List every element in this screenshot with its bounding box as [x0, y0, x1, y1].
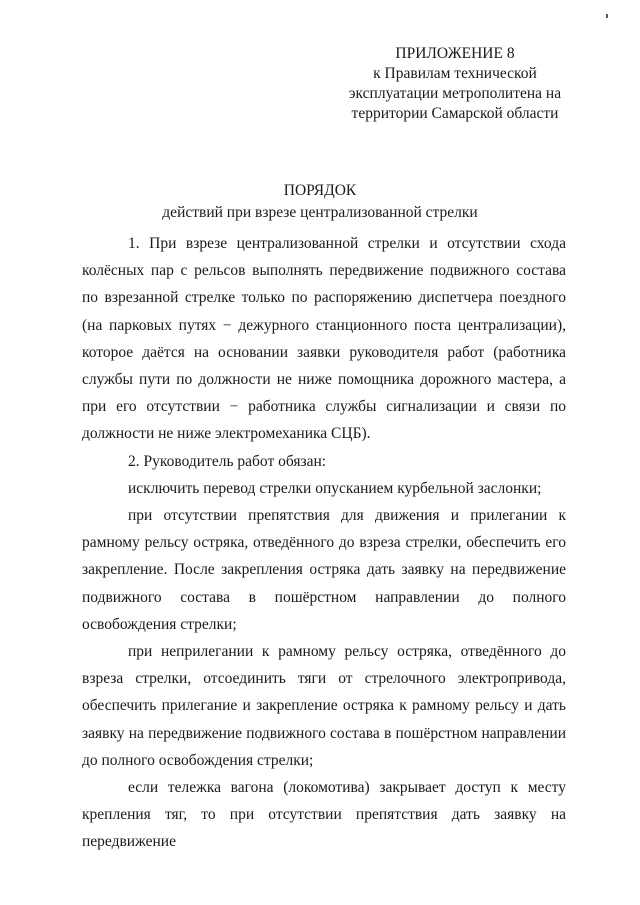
document-heading [0, 180, 640, 224]
paragraph-4: при отсутствии препятствия для движения и прилегании к рамному рельсу остряка, отведённого до взреза стрелки, обеспечить его закрепление. После закрепления остряка дать заявку на передвижение подвижного состава в пошёрстном направлении до полного освобождения стрелки; [82, 507, 566, 633]
paragraph-5: при неприлегании к рамному рельсу остряка, отведённого до взреза стрелки, отсоединить тяги от стрелочного электропривода, обеспечить прилегание и закрепление остряка к рамному рельсу и дать заявку на передвижение подвижного состава в пошёрстном направлении до полного освобождения стрелки; [82, 643, 566, 769]
appendix-line: территории Самарской области [351, 105, 559, 122]
paragraph-2: 2. Руководитель работ обязан: [128, 452, 327, 470]
appendix-line: эксплуатации метрополитена на [348, 85, 562, 102]
heading-subtitle: действий при взрезе централизованной стрелки [162, 204, 478, 221]
paragraph-1: 1. При взрезе централизованной стрелки и отсутствии схода колёсных пар с рельсов выполнять передвижение подвижного состава по взрезанной стрелке только по распоряжению диспетчера поездного (на парковых путях − дежурного станционного поста централизации), которое даётся на основании заявки руководителя работ (работника службы пути по должности не ниже помощника дорожного мастера, а при его отсутствии − работника службы сигнализации и связи по должности не ниже электромеханика СЦБ). [82, 235, 566, 443]
heading-title: ПОРЯДОК [283, 182, 357, 199]
paragraph-6: если тележка вагона (локомотива) закрывает доступ к месту крепления тяг, то при отсутствии препятствия дать заявку на передвижение [82, 779, 566, 851]
scan-speck [606, 14, 608, 18]
appendix-line: к Правилам технической [373, 65, 537, 82]
body-text [82, 230, 566, 856]
paragraph-3: исключить перевод стрелки опусканием курбельной заслонки; [128, 479, 542, 497]
appendix-block [330, 44, 580, 124]
appendix-title: ПРИЛОЖЕНИЕ 8 [395, 45, 515, 62]
